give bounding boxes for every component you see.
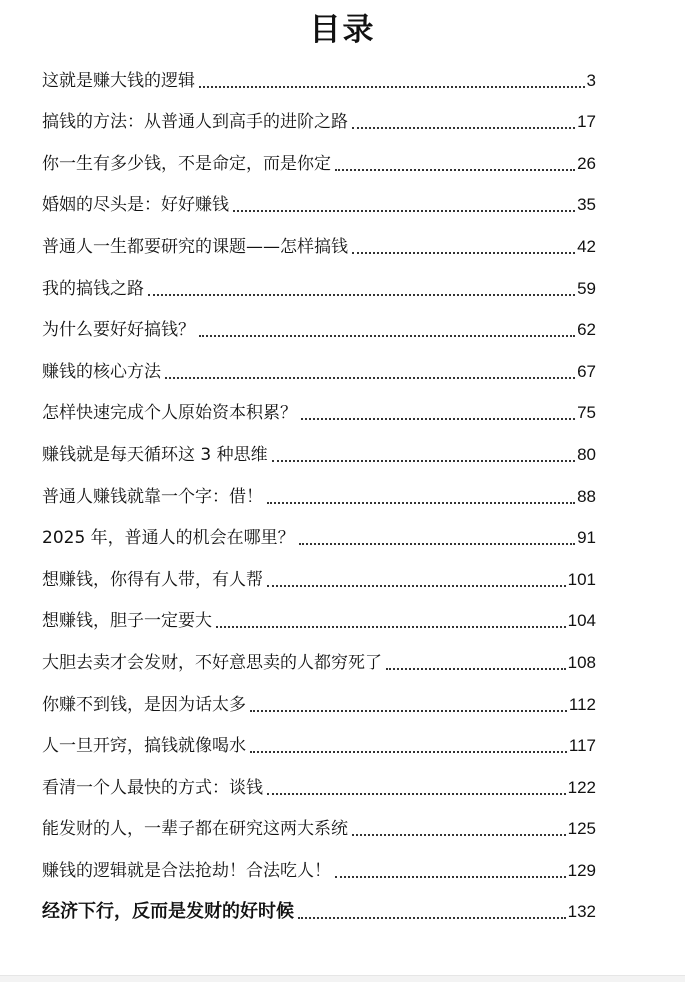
toc-entry-title: 赚钱的核心方法 [42,361,161,382]
toc-entry-page: 59 [577,278,596,298]
toc-entry-page: 26 [577,153,596,173]
dot-leader [335,876,566,878]
toc-entry[interactable] [42,468,596,510]
toc-entry-page: 112 [568,694,596,714]
toc-entry-title: 婚姻的尽头是：好好赚钱 [42,195,229,216]
toc-entry-title: 赚钱就是每天循环这 3 种思维 [42,444,268,465]
toc-entry-title: 搞钱的方法：从普通人到高手的进阶之路 [42,112,348,133]
toc-entry-page: 80 [577,444,596,464]
toc-entry[interactable] [42,551,596,593]
toc-entry[interactable] [42,593,596,635]
toc-entry-title: 经济下行，反而是发财的好时候 [42,901,294,923]
dot-leader [352,252,575,254]
toc-entry-page: 67 [577,361,596,381]
toc-entry-title: 为什么要好好搞钱？ [42,320,195,341]
dot-leader [216,626,566,628]
toc-entry[interactable] [42,218,596,260]
toc-entry[interactable] [42,94,596,136]
dot-leader [233,210,575,212]
toc-entry[interactable] [42,135,596,177]
toc-entry-title: 我的搞钱之路 [42,278,144,299]
dot-leader [272,460,575,462]
toc-entry-page: 108 [567,652,596,672]
toc-entry-title: 你赚不到钱，是因为话太多 [42,694,246,715]
toc-entry[interactable] [42,52,596,94]
toc-entry-page: 104 [567,611,596,631]
dot-leader [267,793,566,795]
toc-entry[interactable] [42,884,596,926]
toc-entry[interactable] [42,676,596,718]
toc-entry-page: 117 [568,736,596,756]
toc-entry-title: 2025 年，普通人的机会在哪里？ [42,528,295,549]
toc-entry-title: 普通人一生都要研究的课题——怎样搞钱 [42,236,348,257]
dot-leader [352,127,575,129]
dot-leader [250,751,567,753]
toc-entry[interactable] [42,177,596,219]
toc-entry-title: 看清一个人最快的方式：谈钱 [42,777,263,798]
toc-entry[interactable] [42,634,596,676]
toc-entry-page: 35 [577,195,596,215]
dot-leader [301,418,575,420]
toc-entry-page: 42 [577,236,596,256]
dot-leader [199,335,575,337]
toc-entry-page: 132 [567,902,596,922]
toc-entry-title: 你一生有多少钱，不是命定，而是你定 [42,153,331,174]
dot-leader [199,86,585,88]
toc-entry-page: 122 [567,777,596,797]
dot-leader [165,377,575,379]
toc-entry[interactable] [42,759,596,801]
toc-entry-title: 这就是赚大钱的逻辑 [42,70,195,91]
toc-entry-page: 3 [586,70,596,90]
toc-entry[interactable] [42,302,596,344]
toc-entry-title: 想赚钱，胆子一定要大 [42,611,212,632]
dot-leader [148,294,575,296]
toc-entry-page: 17 [577,112,596,132]
toc-entry-title: 人一旦开窍，搞钱就像喝水 [42,736,246,757]
toc-entry-page: 125 [567,819,596,839]
toc-entry[interactable] [42,385,596,427]
dot-leader [298,917,566,919]
toc-entry-page: 91 [577,528,596,548]
toc-entry-title: 赚钱的逻辑就是合法抢劫！合法吃人！ [42,860,331,881]
dot-leader [250,710,567,712]
toc-entry[interactable] [42,801,596,843]
toc-entry[interactable] [42,718,596,760]
toc-entry-page: 129 [567,860,596,880]
toc-entry[interactable] [42,343,596,385]
dot-leader [267,502,575,504]
toc-list [42,52,596,925]
toc-entry-title: 想赚钱，你得有人带，有人帮 [42,569,263,590]
toc-entry-title: 能发财的人，一辈子都在研究这两大系统 [42,819,348,840]
toc-entry[interactable] [42,842,596,884]
dot-leader [335,169,575,171]
toc-entry[interactable] [42,426,596,468]
toc-entry-title: 普通人赚钱就靠一个字：借！ [42,486,263,507]
toc-title: 目录 [309,12,376,48]
toc-entry-page: 88 [577,486,596,506]
toc-entry-page: 101 [567,569,596,589]
toc-entry-page: 62 [577,320,596,340]
dot-leader [352,834,566,836]
toc-entry[interactable] [42,510,596,552]
dot-leader [299,543,575,545]
toc-entry[interactable] [42,260,596,302]
dot-leader [267,585,566,587]
toc-entry-title: 怎样快速完成个人原始资本积累？ [42,403,297,424]
toc-entry-title: 大胆去卖才会发财，不好意思卖的人都穷死了 [42,652,382,673]
dot-leader [386,668,566,670]
toc-entry-page: 75 [577,403,596,423]
